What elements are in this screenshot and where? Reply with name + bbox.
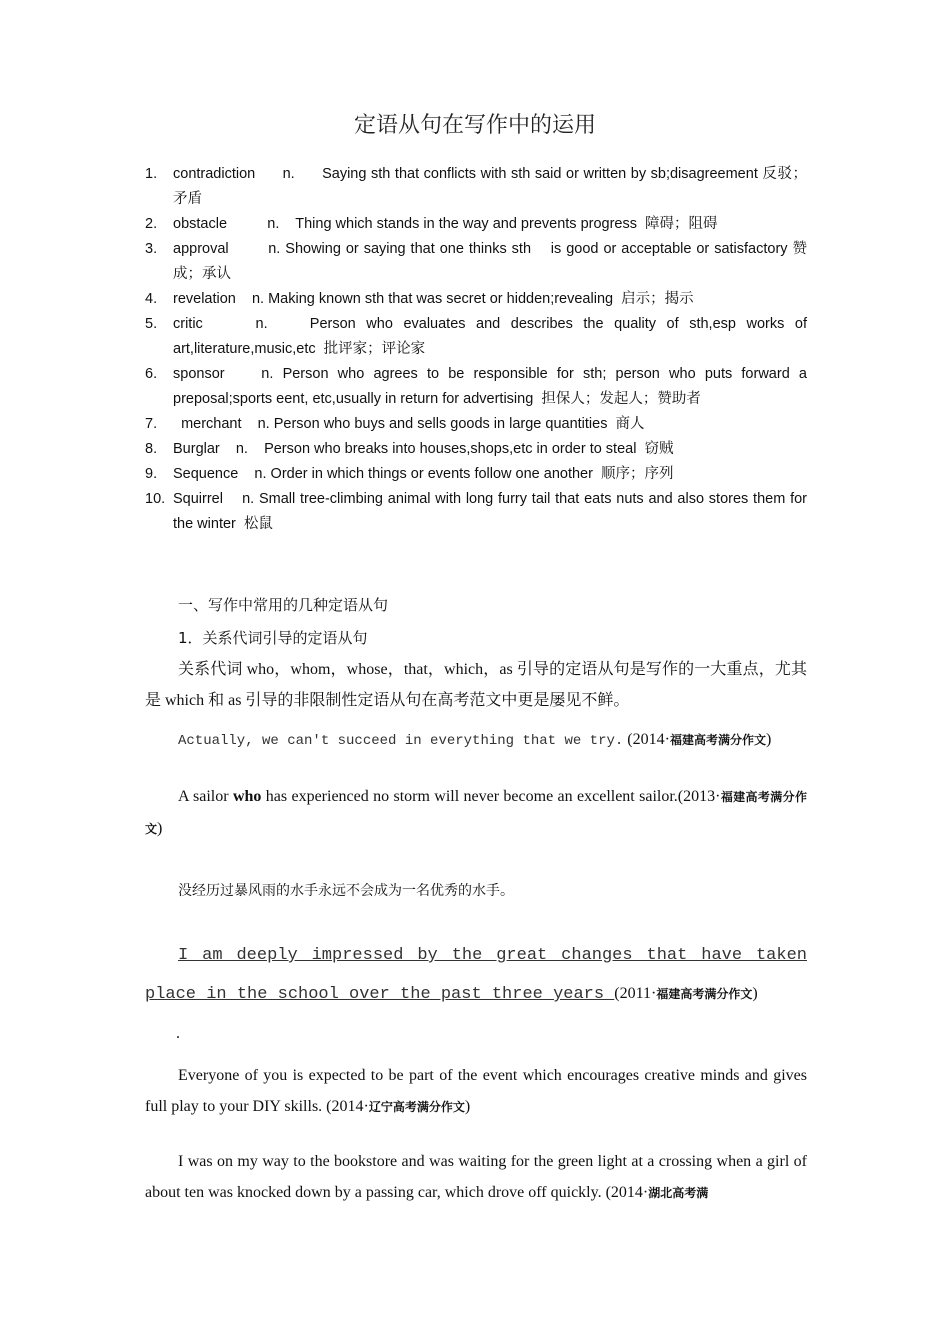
vocab-definition: contradiction n. Saying sth that conflicts with sth said or written by sb;disagreement 反驳；矛盾 [173,166,807,207]
vocab-number: 10. [145,491,166,507]
vocab-item [145,412,807,437]
vocab-definition: obstacle n. Thing which stands in the way and prevents progress 障碍；阻碍 [173,216,718,232]
example-2-source-close: ) [157,820,163,837]
vocab-definition: sponsor n. Person who agrees to be responsible for sth; person who puts forward a preposal;sports eent, etc,usually in return for advertising 担保人；发起人；赞助者 [173,366,812,407]
vocab-definition: approval n. Showing or saying that one thinks sth is good or acceptable or satisfactory 赞成；承认 [173,241,807,282]
vocab-definition: merchant n. Person who buys and sells goods in large quantities 商人 [173,416,645,432]
example-3 [145,936,807,1014]
example-1-source: 福建高考满分作文 [669,733,766,747]
stray-dot: . [176,1025,180,1042]
vocab-item [145,437,807,462]
page-title: 定语从句在写作中的运用 [353,113,596,138]
example-4-source-close: ) [464,1098,471,1115]
example-2-bold: who [232,788,262,805]
example-2-source: 福建高考满分作文 [145,790,808,836]
vocab-number: 7. [145,416,158,432]
example-5 [145,1146,807,1209]
vocab-definition: revelation n. Making known sth that was secret or hidden;revealing 启示；揭示 [173,291,694,307]
example-4-source: 辽宁高考满分作文 [368,1100,465,1114]
vocab-number: 5. [145,316,158,332]
vocab-item [145,362,812,412]
example-4-text: Everyone of you is expected to be part of the event which encourages creative minds and gives full play to your DIY skills. (2014· [145,1067,807,1115]
example-5-source: 湖北高考满 [648,1186,709,1200]
example-2-pre: A sailor [178,788,233,805]
vocab-item [145,162,807,212]
example-3-source-close: ) [752,985,758,1002]
example-1-source-close: ) [765,731,772,748]
example-2-translation: 没经历过暴风雨的水手永远不会成为一名优秀的水手。 [178,883,514,899]
example-1 [145,724,807,755]
vocab-number: 4. [145,291,158,307]
vocab-number: 3. [145,241,158,257]
vocab-number: 8. [145,441,158,457]
vocab-item [145,212,807,237]
vocab-item [145,462,807,487]
vocab-definition: Sequence n. Order in which things or events follow one another 顺序；序列 [173,466,674,482]
vocabulary-list [145,162,812,537]
example-4 [145,1060,807,1123]
example-3-text: I am deeply impressed by the great changes that have taken place in the school over the past three years [145,946,807,1004]
example-2 [145,781,807,845]
example-3-source-open: (2011· [614,985,657,1002]
vocab-definition: Burglar n. Person who breaks into houses,shops,etc in order to steal 窃贼 [173,441,674,457]
vocab-item [145,287,807,312]
intro-paragraph: 关系代词 who，whom，whose，that，which，as 引导的定语从句是写作的一大重点，尤其是 which 和 as 引导的非限制性定语从句在高考范文中更是屡见不鲜。 [145,661,807,709]
example-5-text: I was on my way to the bookstore and was waiting for the green light at a crossing when a girl of about ten was knocked down by a passing car, which drove off quickly. (2014· [145,1153,807,1201]
vocab-number: 2. [145,216,158,232]
vocab-number: 1. [145,166,158,182]
example-2-post: has experienced no storm will never become an excellent sailor.(2013· [261,788,721,805]
section-heading: 一、写作中常用的几种定语从句 [178,596,389,614]
example-1-source-open: (2014· [623,731,670,748]
vocab-item [145,237,807,287]
vocab-item [145,487,812,537]
vocab-definition: Squirrel n. Small tree-climbing animal with long furry tail that eats nuts and also stores them for the winter 松鼠 [173,491,812,532]
vocab-item [145,312,812,362]
vocab-number: 6. [145,366,158,382]
example-1-text: Actually, we can't succeed in everything that we try. [178,733,624,749]
vocab-number: 9. [145,466,158,482]
example-3-source: 福建高考满分作文 [656,987,753,1001]
sub-heading: 1．关系代词引导的定语从句 [178,629,368,647]
vocab-definition: critic n. Person who evaluates and describes the quality of sth,esp works of art,literature,music,etc 批评家；评论家 [173,316,812,357]
